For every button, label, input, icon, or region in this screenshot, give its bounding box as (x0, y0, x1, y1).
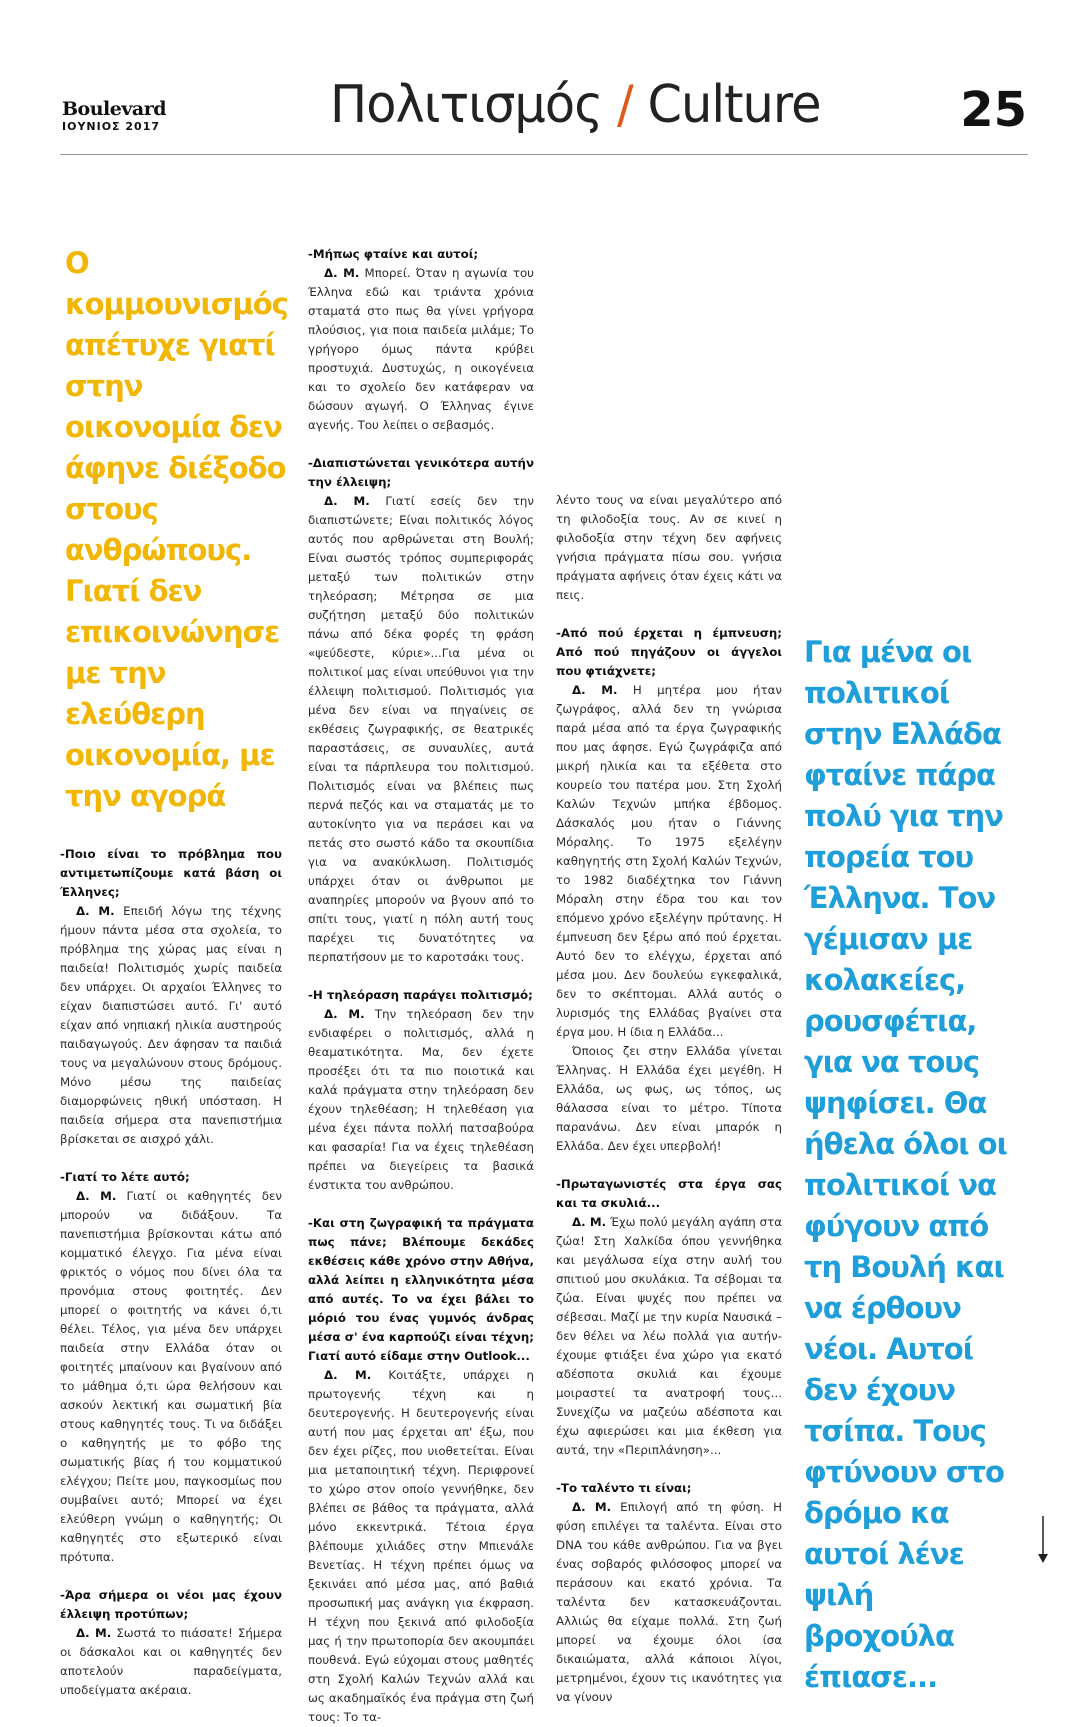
answer: Δ. Μ. Επειδή λόγω της τέχνης ήμουν πάντα μέσα στα σχολεία, το πρόβλημα της χώρας μας είναι η παιδεία! Πολιτισμός χωρίς παιδεία δεν υπάρχει. Οι αρχαίοι Έλληνες το είχαν διαπιστώσει αυτό. Γι' αυτό είχαν από νηπιακή ηλικία αυστηρούς παιδαγωγούς. Δεν άφησαν τα παιδιά τους να μεγαλώνουν στους δρόμους. Μόνο μέσω της παιδείας διαμορφώνεις ηθική υπόσταση. Η παιδεία σήμερα στα πανεπιστήμια βρίσκεται σε αισχρό χάλι. (60, 904, 282, 1146)
continue-arrow-icon (1037, 1516, 1049, 1564)
question: -Και στη ζωγραφική τα πράγματα πως πάνε; Βλέπουμε δεκάδες εκθέσεις κάθε χρόνο στην Αθήνα, αλλά λείπει η ελληνικότητα μέσα από αυτές. Το να έχει βάλει το μόριό του ένας γυμνός άνδρας μέσα σ' ένα καρπούζι είναι τέχνη; Γιατί αυτό είδαμε στην Outlook... (308, 1216, 534, 1363)
pullquote-left: Ο κομμουνισμός απέτυχε γιατί στην οικονομία δεν άφηνε διέξοδο στους ανθρώπους. Γιατί δεν επικοινώνησε με την ελεύθερη οικονομία, με την αγορά (65, 246, 288, 813)
answer: Δ. Μ. Γιατί εσείς δεν την διαπιστώνετε; Είναι πολιτικός λόγος αυτός που αρθρώνεται στη Βουλή; Είναι σωστός τρόπος συμπεριφοράς μεταξύ των πολιτικών στην τηλεόραση; Μέτρησα σε μια συζήτηση μεταξύ δύο πολιτικών πάνω από δέκα φορές τη φράση «ψεύδεστε, κύριε»...Για μένα οι πολιτικοί μας είναι υπεύθυνοι για την έλλειψη πολιτισμού. Πολιτισμός για μένα δεν είναι να πηγαίνεις σε εκθέσεις ζωγραφικής, σε θεατρικές παραστάσεις, σε συναυλίες, αυτά είναι τα πάρπλευρα του πολιτισμού. Πολιτισμός είναι να βλέπεις πως περνά πεζός και να σταματάς με το αυτοκίνητο για να περάσει και να πετάς στο σωστό κάδο τα σκουπίδια για να ανακύκλωση. Πολιτισμός υπάρχει όταν οι άνθρωποι με αναπηρίες μπορούν να βγουν από το σπίτι τους, γιατί η πόλη αυτή τους παρέχει τις δυνατότητες να περπατήσουν με το καροτσάκι τους. (308, 494, 534, 964)
answer: Δ. Μ. Επιλογή από τη φύση. Η φύση επιλέγει τα ταλέντα. Είναι στο DNA του κάθε ανθρώπου. Για να βγει ένας σοβαρός φιλόσοφος μπορεί να περάσουν και εκατό χρόνια. Τα ταλέντα δεν κατασκευάζονται. Αλλιώς θα είχαμε πολλά. Στη ζωή μπορεί να έχουμε όλοι ίσα δικαιώματα, αλλά κάποιοι λίγοι, μετρημένοι, έχουν τις ικανότητες για να γίνουν (556, 1500, 783, 1704)
pullquote-right: Για μένα οι πολιτικοί στην Ελλάδα φταίνε πάρα πολύ για την πορεία του Έλληνα. Τον γέμισαν με κολακείες, ρουσφέτια, για να τους ψηφίσει. Θα ήθελα όλοι οι πολιτικοί να φύγουν από τη Βουλή και να έρθουν νέοι. Αυτοί δεν έχουν τσίπα. Τους φτύνουν στο δρόμο κα αυτοί λένε ψιλή βροχούλα έπιασε... (804, 635, 1007, 1694)
speaker-initials: Δ. Μ. (324, 1007, 365, 1021)
question: -Το ταλέντο τι είναι; (556, 1481, 692, 1495)
header-divider (60, 154, 1028, 155)
question: -Η τηλεόραση παράγει πολιτισμό; (308, 988, 533, 1002)
speaker-initials: Δ. Μ. (572, 683, 618, 697)
question: -Άρα σήμερα οι νέοι μας έχουν έλλειψη προτύπων; (60, 1588, 282, 1621)
speaker-initials: Δ. Μ. (324, 494, 370, 508)
page-number: 25 (960, 82, 1027, 138)
answer: Δ. Μ. Σωστά το πιάσατε! Σήμερα οι δάσκαλοι και οι καθηγητές δεν αποτελούν παραδείγματα, υποδείγματα ακέραια. (60, 1626, 282, 1697)
article-column-1 (60, 845, 282, 1700)
answer: Δ. Μ. Γιατί οι καθηγητές δεν μπορούν να διδάξουν. Τα πανεπιστήμια βρίσκονται κάτω από κομματικό έλεγχο. Για μένα είναι φρικτός ο νόμος που δίνει όλα τα προνόμια στους φοιτητές. Δεν μπορεί ο φοιτητής να κάνει ό,τι θέλει. Τέλος, για μένα δεν υπάρχει παιδεία στην Ελλάδα όταν οι φοιτητές μπαίνουν και βγαίνουν από το μάθημα ό,τι ώρα θελήσουν και ασκούν λεκτική και σωματική βία στους καθηγητές τους. Τι να διδάξει ο καθηγητής με το φόβο της σωματικής βίας ή του κομματικού ελέγχου; Πείτε μου, παγκοσμίως που συμβαίνει αυτό; Μπορεί να έχει ελεύθερη γνώμη ο καθηγητής; Οι καθηγητές στο εξωτερικό είναι πρότυπα. (60, 1189, 282, 1564)
speaker-initials: Δ. Μ. (324, 266, 360, 280)
section-english: Culture (647, 75, 821, 135)
section-greek: Πολιτισμός (330, 75, 603, 135)
question: -Γιατί το λέτε αυτό; (60, 1170, 190, 1184)
speaker-initials: Δ. Μ. (324, 1368, 372, 1382)
question: -Μήπως φταίνε και αυτοί; (308, 247, 479, 261)
section-slash: / (616, 75, 633, 135)
answer: Δ. Μ. Μπορεί. Όταν η αγωνία του Έλληνα εδώ και τριάντα χρόνια σταματά στο πως θα γίνει γρήγορα πλούσιος, για ποια παιδεία μιλάμε; Το γρήγορο όμως πάντα κρύβει προστυχιά. Δυστυχώς, η οικογένεια και το σχολείο δεν κατάφεραν να δώσουν αγωγή. Ο Έλληνας έγινε αγενής. Του λείπει ο σεβασμός. (308, 266, 534, 432)
article-column-2 (308, 245, 534, 1727)
question: -Από πού έρχεται η έμπνευση; Από πού πηγάζουν οι άγγελοι που φτιάχνετε; (556, 626, 782, 678)
issue-date: ΙΟΥΝΙΟΣ 2017 (62, 120, 161, 133)
answer: Δ. Μ. Η μητέρα μου ήταν ζωγράφος, αλλά δεν τη γνώρισα παρά μέσα από τα έργα ζωγραφικής που μας άφησε. Εγώ ζωγράφιζα από μικρή ηλικία και τα εξέθετα στο κουρείο του πατέρα μου. Στη Σχολή Καλών Τεχνών μπήκα έβδομος. Δάσκαλός μου ήταν ο Γιάννης Μόραλης. Το 1975 εξελέγην καθηγητής στη Σχολή Καλών Τεχνών, το 1982 διαδέχτηκα τον Γιάννη Μόραλη στην έδρα του και τον επόμενο χρόνο εξελέγην πρύτανης. Η έμπνευση δεν ξέρω από πού έρχεται. Αυτό δεν το ελέγχω, έρχεται από μέσα μου. Δεν δουλεύω εγκεφαλικά, δεν το σκέπτομαι. Αλλά αυτός ο λυρισμός της Ελλάδας βγαίνει στα έργα μου. Η ίδια η Ελλάδα... (556, 683, 782, 1039)
question: -Διαπιστώνεται γενικότερα αυτήν την έλλειψη; (308, 456, 534, 489)
section-title (330, 75, 821, 135)
speaker-initials: Δ. Μ. (572, 1500, 612, 1514)
speaker-initials: Δ. Μ. (76, 1189, 117, 1203)
brand-logo: Boulevard (62, 98, 166, 120)
question: -Πρωταγωνιστές στα έργα σας και τα σκυλιά... (556, 1177, 782, 1210)
article-column-3 (556, 491, 782, 1707)
answer: Δ. Μ. Κοιτάξτε, υπάρχει η πρωτογενής τέχνη και η δευτερογενής. Η δευτερογενής είναι αυτή που μας έρχεται απ' έξω, που δεν έχει ρίζες, που υιοθετείται. Είναι μια μεταποιητική τέχνη. Περιφρονεί το χώρο στον οποίο γεννήθηκε, δεν βλέπει σε βάθος τα πράγματα, αλλά μόνο εκκεντρικά. Τέτοια έργα βλέπουμε χιλιάδες στην Μπιενάλε Βενετίας. Η τέχνη πρέπει όμως να ξεκινάει από μέσα μας, από βαθιά προσωπική μας ανάγκη για έκφραση. Η τέχνη που ξεκινά από φιλοδοξία μας ή την πρωτοπορία δεν ακουμπάει πουθενά. Εγώ εύχομαι στους μαθητές στη Σχολή Καλών Τεχνών αλλά και ως ακαδημαϊκός ένα πράγμα στη ζωή τους: Το τα- (308, 1368, 534, 1724)
speaker-initials: Δ. Μ. (572, 1215, 607, 1229)
speaker-initials: Δ. Μ. (76, 1626, 112, 1640)
answer-continued: λέντο τους να είναι μεγαλύτερο από τη φιλοδοξία τους. Αν σε κινεί η φιλοδοξία στην τέχνη δεν αφήνεις γνήσια πράγματα πίσω σου. γνήσια πράγματα αφήνεις όταν έχεις κάτι να πεις. (556, 493, 782, 602)
answer-paragraph: Όποιος ζει στην Ελλάδα γίνεται Έλληνας. Η Ελλάδα έχει μεγέθη. Η Ελλάδα, ως φως, ως τόπος, ως θάλασσα είναι το μέτρο. Τίποτα παρανάνω. Δεν είναι μπαρόκ η Ελλάδα. Δεν έχει υπερβολή! (556, 1044, 782, 1153)
question: -Ποιο είναι το πρόβλημα που αντιμετωπίζουμε κατά βάση οι Έλληνες; (60, 847, 282, 899)
answer: Δ. Μ. Έχω πολύ μεγάλη αγάπη στα ζώα! Στη Χαλκίδα όπου γεννήθηκα και μεγάλωσα είχα στην αυλή του σπιτιού μου σκυλάκια. Τα σέβομαι τα ζώα. Είναι ψυχές που πρέπει να σέβεσαι. Μαζί με την κυρία Ναυσικά –δεν θέλει να λέω πολλά για αυτήν- έχουμε φτιάξει ένα χώρο για εκατό αδέσποτα σκυλιά και έχουμε μοιραστεί τα ανατροφή τους... Συνεχίζω να μαζεύω αδέσποτα και έχω αφιερώσει και μια έκθεση για αυτά, την «Περιπλάνηση»... (556, 1215, 782, 1457)
speaker-initials: Δ. Μ. (76, 904, 115, 918)
answer: Δ. Μ. Την τηλεόραση δεν την ενδιαφέρει ο πολιτισμός, αλλά η θεαματικότητα. Μα, δεν έχετε προσέξει ότι τα πιο ποιοτικά και καλά πράγματα στην τηλεόραση δεν έχουν τηλεθέαση; Η τηλεθέαση για μένα έχει πάντα πολλή πατσαβούρα και φασαρία! Για να έχεις τηλεθέαση πρέπει να διεγείρεις τα βασικά ένστικτα του ανθρώπου. (308, 1007, 534, 1192)
